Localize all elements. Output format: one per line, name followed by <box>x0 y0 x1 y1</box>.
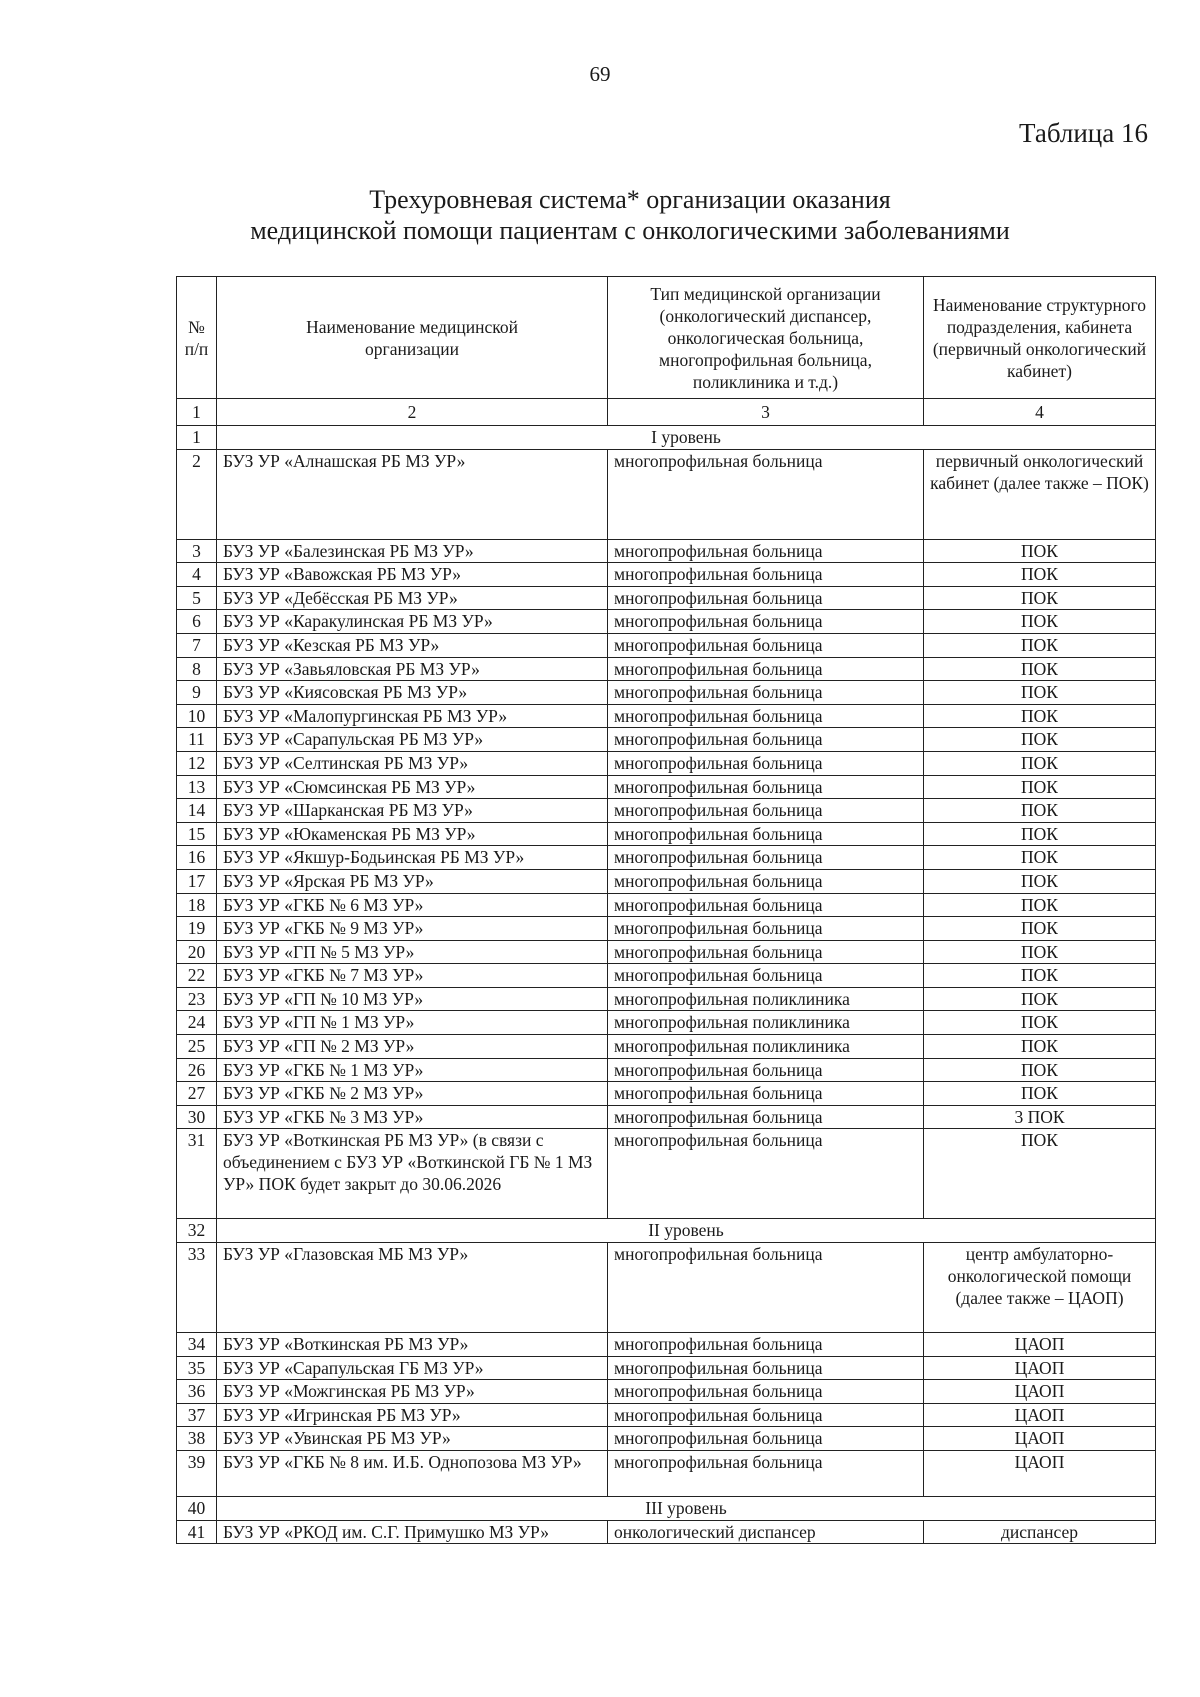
row-number: 19 <box>177 917 217 941</box>
unit-name: ПОК <box>924 633 1156 657</box>
column-number-row <box>177 399 1156 426</box>
organization-name: БУЗ УР «Воткинская РБ МЗ УР» (в связи с объединением с БУЗ УР «Воткинской ГБ № 1 МЗ УР» ПОК будет закрыт до 30.06.2026 <box>217 1129 608 1219</box>
organization-type: многопрофильная больница <box>608 1451 924 1497</box>
unit-name: ПОК <box>924 940 1156 964</box>
table-row <box>177 869 1156 893</box>
row-number: 23 <box>177 987 217 1011</box>
organization-name: БУЗ УР «Вавожская РБ МЗ УР» <box>217 563 608 587</box>
table-row <box>177 1520 1156 1544</box>
organization-type: многопрофильная больница <box>608 563 924 587</box>
column-number: 1 <box>177 399 217 426</box>
organization-name: БУЗ УР «Киясовская РБ МЗ УР» <box>217 681 608 705</box>
unit-name: ПОК <box>924 681 1156 705</box>
organization-name: БУЗ УР «РКОД им. С.Г. Примушко МЗ УР» <box>217 1520 608 1544</box>
unit-name: ПОК <box>924 1035 1156 1059</box>
row-number: 35 <box>177 1356 217 1380</box>
row-number: 20 <box>177 940 217 964</box>
row-number: 11 <box>177 728 217 752</box>
row-number: 32 <box>177 1219 217 1243</box>
unit-name: ПОК <box>924 846 1156 870</box>
organization-type: многопрофильная больница <box>608 1427 924 1451</box>
row-number: 41 <box>177 1520 217 1544</box>
unit-name: ЦАОП <box>924 1451 1156 1497</box>
row-number: 14 <box>177 799 217 823</box>
organization-name: БУЗ УР «Игринская РБ МЗ УР» <box>217 1403 608 1427</box>
organization-type: многопрофильная больница <box>608 681 924 705</box>
unit-name: ПОК <box>924 728 1156 752</box>
row-number: 34 <box>177 1333 217 1357</box>
row-number: 39 <box>177 1451 217 1497</box>
table-row <box>177 610 1156 634</box>
unit-name: 3 ПОК <box>924 1105 1156 1129</box>
table-row <box>177 964 1156 988</box>
organization-name: БУЗ УР «ГКБ № 6 МЗ УР» <box>217 893 608 917</box>
organization-type: многопрофильная больница <box>608 1129 924 1219</box>
organization-type: многопрофильная больница <box>608 964 924 988</box>
organization-name: БУЗ УР «Можгинская РБ МЗ УР» <box>217 1380 608 1404</box>
unit-name: ПОК <box>924 1082 1156 1106</box>
unit-name: центр амбулаторно-онкологической помощи (далее также – ЦАОП) <box>924 1243 1156 1333</box>
table-row <box>177 893 1156 917</box>
header-type: Тип медицинской организации (онкологический диспансер, онкологическая больница, многопрофильная больница, поликлиника и т.д.) <box>608 277 924 399</box>
row-number: 5 <box>177 586 217 610</box>
organization-name: БУЗ УР «Селтинская РБ МЗ УР» <box>217 751 608 775</box>
table-row <box>177 728 1156 752</box>
column-number: 2 <box>217 399 608 426</box>
table-row <box>177 586 1156 610</box>
organization-type: многопрофильная больница <box>608 751 924 775</box>
table-row <box>177 1058 1156 1082</box>
unit-name: ЦАОП <box>924 1427 1156 1451</box>
organization-type: многопрофильная больница <box>608 633 924 657</box>
organization-type: многопрофильная больница <box>608 893 924 917</box>
table-row <box>177 1451 1156 1497</box>
organization-type: онкологический диспансер <box>608 1520 924 1544</box>
table-row <box>177 539 1156 563</box>
table-row <box>177 563 1156 587</box>
organization-name: БУЗ УР «ГКБ № 7 МЗ УР» <box>217 964 608 988</box>
row-number: 3 <box>177 539 217 563</box>
organization-type: многопрофильная больница <box>608 657 924 681</box>
organization-type: многопрофильная больница <box>608 1333 924 1357</box>
row-number: 27 <box>177 1082 217 1106</box>
row-number: 7 <box>177 633 217 657</box>
organization-name: БУЗ УР «Сарапульская РБ МЗ УР» <box>217 728 608 752</box>
organization-name: БУЗ УР «Балезинская РБ МЗ УР» <box>217 539 608 563</box>
table-row <box>177 1035 1156 1059</box>
organization-name: БУЗ УР «ГКБ № 2 МЗ УР» <box>217 1082 608 1106</box>
unit-name: ПОК <box>924 657 1156 681</box>
organization-name: БУЗ УР «ГП № 5 МЗ УР» <box>217 940 608 964</box>
unit-name: ПОК <box>924 1011 1156 1035</box>
organization-name: БУЗ УР «Завьяловская РБ МЗ УР» <box>217 657 608 681</box>
organization-type: многопрофильная больница <box>608 917 924 941</box>
table-row <box>177 1356 1156 1380</box>
organization-type: многопрофильная больница <box>608 1403 924 1427</box>
row-number: 18 <box>177 893 217 917</box>
unit-name: ПОК <box>924 539 1156 563</box>
row-number: 30 <box>177 1105 217 1129</box>
table-row <box>177 775 1156 799</box>
table-row <box>177 1105 1156 1129</box>
organization-type: многопрофильная больница <box>608 1082 924 1106</box>
unit-name: ПОК <box>924 563 1156 587</box>
level-title: I уровень <box>217 426 1156 450</box>
row-number: 33 <box>177 1243 217 1333</box>
row-number: 8 <box>177 657 217 681</box>
organization-name: БУЗ УР «ГП № 10 МЗ УР» <box>217 987 608 1011</box>
organization-type: многопрофильная больница <box>608 449 924 539</box>
table-header-row <box>177 277 1156 399</box>
organizations-table <box>176 276 1156 1544</box>
row-number: 16 <box>177 846 217 870</box>
row-number: 31 <box>177 1129 217 1219</box>
row-number: 2 <box>177 449 217 539</box>
unit-name: диспансер <box>924 1520 1156 1544</box>
title-line-1: Трехуровневая система* организации оказания <box>369 185 891 214</box>
row-number: 12 <box>177 751 217 775</box>
table-row <box>177 449 1156 539</box>
table-row <box>177 940 1156 964</box>
unit-name: ПОК <box>924 1129 1156 1219</box>
organization-type: многопрофильная больница <box>608 775 924 799</box>
organization-name: БУЗ УР «Кезская РБ МЗ УР» <box>217 633 608 657</box>
unit-name: ПОК <box>924 893 1156 917</box>
row-number: 36 <box>177 1380 217 1404</box>
row-number: 25 <box>177 1035 217 1059</box>
table-row <box>177 846 1156 870</box>
unit-name: ПОК <box>924 610 1156 634</box>
row-number: 10 <box>177 704 217 728</box>
unit-name: ЦАОП <box>924 1403 1156 1427</box>
table-row <box>177 822 1156 846</box>
unit-name: ПОК <box>924 822 1156 846</box>
level-title: III уровень <box>217 1497 1156 1521</box>
unit-name: ПОК <box>924 987 1156 1011</box>
unit-name: ЦАОП <box>924 1356 1156 1380</box>
header-organization: Наименование медицинской организации <box>217 277 608 399</box>
row-number: 22 <box>177 964 217 988</box>
page-number: 69 <box>589 62 611 86</box>
column-number: 4 <box>924 399 1156 426</box>
organization-type: многопрофильная больница <box>608 1105 924 1129</box>
document-title <box>180 184 1080 246</box>
organization-type: многопрофильная больница <box>608 799 924 823</box>
organization-name: БУЗ УР «ГКБ № 3 МЗ УР» <box>217 1105 608 1129</box>
table-row <box>177 657 1156 681</box>
organization-name: БУЗ УР «Шарканская РБ МЗ УР» <box>217 799 608 823</box>
unit-name: ПОК <box>924 869 1156 893</box>
organization-name: БУЗ УР «Глазовская МБ МЗ УР» <box>217 1243 608 1333</box>
organization-type: многопрофильная больница <box>608 940 924 964</box>
table-body <box>177 426 1156 1544</box>
table-row <box>177 1333 1156 1357</box>
table-row <box>177 633 1156 657</box>
unit-name: ПОК <box>924 586 1156 610</box>
organization-name: БУЗ УР «ГКБ № 9 МЗ УР» <box>217 917 608 941</box>
organization-type: многопрофильная больница <box>608 728 924 752</box>
unit-name: ЦАОП <box>924 1380 1156 1404</box>
organization-name: БУЗ УР «Малопургинская РБ МЗ УР» <box>217 704 608 728</box>
table-row <box>177 1129 1156 1219</box>
unit-name: ПОК <box>924 751 1156 775</box>
row-number: 37 <box>177 1403 217 1427</box>
organization-name: БУЗ УР «ГКБ № 1 МЗ УР» <box>217 1058 608 1082</box>
organization-name: БУЗ УР «ГП № 1 МЗ УР» <box>217 1011 608 1035</box>
row-number: 17 <box>177 869 217 893</box>
row-number: 24 <box>177 1011 217 1035</box>
organization-type: многопрофильная больница <box>608 704 924 728</box>
table-row <box>177 1427 1156 1451</box>
unit-name: ПОК <box>924 1058 1156 1082</box>
unit-name: ПОК <box>924 799 1156 823</box>
organization-name: БУЗ УР «ГП № 2 МЗ УР» <box>217 1035 608 1059</box>
table-label: Таблица 16 <box>1019 118 1148 148</box>
organization-type: многопрофильная больница <box>608 539 924 563</box>
organization-type: многопрофильная больница <box>608 1380 924 1404</box>
table-row <box>177 751 1156 775</box>
unit-name: ПОК <box>924 964 1156 988</box>
organization-name: БУЗ УР «Дебёсская РБ МЗ УР» <box>217 586 608 610</box>
organization-name: БУЗ УР «Юкаменская РБ МЗ УР» <box>217 822 608 846</box>
header-unit: Наименование структурного подразделения, кабинета (первичный онкологический кабинет) <box>924 277 1156 399</box>
organization-type: многопрофильная больница <box>608 822 924 846</box>
organization-type: многопрофильная больница <box>608 610 924 634</box>
organization-name: БУЗ УР «Сарапульская ГБ МЗ УР» <box>217 1356 608 1380</box>
organization-name: БУЗ УР «Сюмсинская РБ МЗ УР» <box>217 775 608 799</box>
organization-type: многопрофильная больница <box>608 1058 924 1082</box>
unit-name: ПОК <box>924 704 1156 728</box>
row-number: 38 <box>177 1427 217 1451</box>
unit-name: ПОК <box>924 775 1156 799</box>
row-number: 9 <box>177 681 217 705</box>
header-number: № п/п <box>177 277 217 399</box>
unit-name: ПОК <box>924 917 1156 941</box>
table-row <box>177 704 1156 728</box>
organization-type: многопрофильная больница <box>608 846 924 870</box>
organization-name: БУЗ УР «ГКБ № 8 им. И.Б. Однопозова МЗ УР» <box>217 1451 608 1497</box>
organization-type: многопрофильная больница <box>608 1356 924 1380</box>
column-number: 3 <box>608 399 924 426</box>
organization-name: БУЗ УР «Воткинская РБ МЗ УР» <box>217 1333 608 1357</box>
row-number: 26 <box>177 1058 217 1082</box>
organization-type: многопрофильная поликлиника <box>608 1035 924 1059</box>
level-title: II уровень <box>217 1219 1156 1243</box>
unit-name: первичный онкологический кабинет (далее также – ПОК) <box>924 449 1156 539</box>
organization-name: БУЗ УР «Увинская РБ МЗ УР» <box>217 1427 608 1451</box>
level-row <box>177 1497 1156 1521</box>
organization-type: многопрофильная больница <box>608 869 924 893</box>
table-row <box>177 1243 1156 1333</box>
organization-name: БУЗ УР «Каракулинская РБ МЗ УР» <box>217 610 608 634</box>
organization-type: многопрофильная поликлиника <box>608 1011 924 1035</box>
unit-name: ЦАОП <box>924 1333 1156 1357</box>
level-row <box>177 1219 1156 1243</box>
table-row <box>177 681 1156 705</box>
row-number: 13 <box>177 775 217 799</box>
row-number: 6 <box>177 610 217 634</box>
row-number: 1 <box>177 426 217 450</box>
row-number: 15 <box>177 822 217 846</box>
title-line-2: медицинской помощи пациентам с онкологическими заболеваниями <box>250 216 1010 245</box>
organization-type: многопрофильная больница <box>608 586 924 610</box>
level-row <box>177 426 1156 450</box>
table-row <box>177 987 1156 1011</box>
table-row <box>177 1082 1156 1106</box>
organization-type: многопрофильная больница <box>608 1243 924 1333</box>
table-row <box>177 917 1156 941</box>
organization-name: БУЗ УР «Алнашская РБ МЗ УР» <box>217 449 608 539</box>
organization-type: многопрофильная поликлиника <box>608 987 924 1011</box>
row-number: 4 <box>177 563 217 587</box>
organization-name: БУЗ УР «Ярская РБ МЗ УР» <box>217 869 608 893</box>
organization-name: БУЗ УР «Якшур-Бодьинская РБ МЗ УР» <box>217 846 608 870</box>
table-row <box>177 1403 1156 1427</box>
table-row <box>177 1011 1156 1035</box>
row-number: 40 <box>177 1497 217 1521</box>
table-row <box>177 799 1156 823</box>
table-row <box>177 1380 1156 1404</box>
